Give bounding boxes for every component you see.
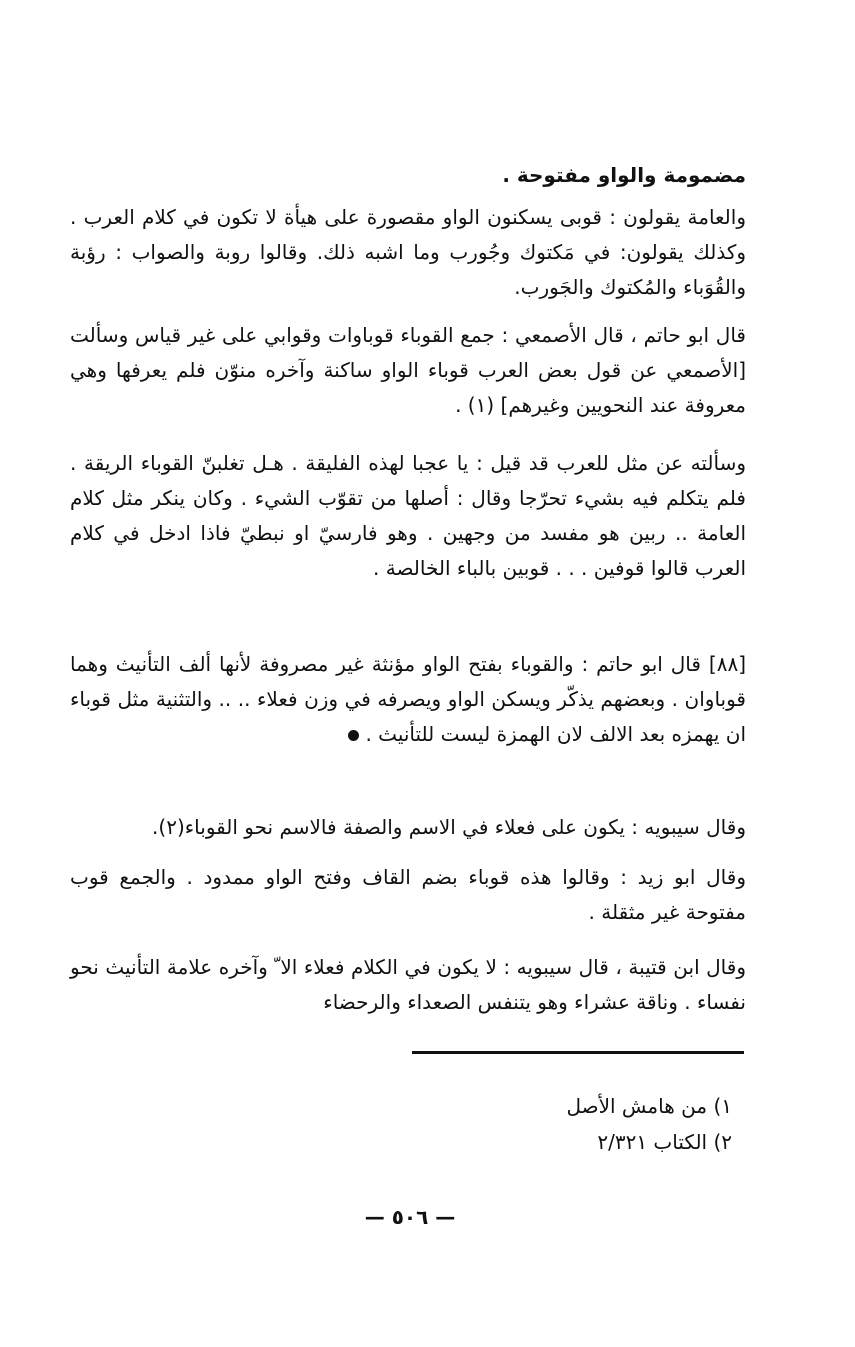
paragraph: وسألته عن مثل للعرب قد قيل : يا عجبا لهذه الفليقة . هـل تغلبنّ القوباء الريقة . فلم يتكلم فيه بشيء تحرّجا وقال : أصلها من تقوّب الشيء . وكان ينكر مثل كلام العامة .. ربين هو مفسد من وجهين . وهو فارسيّ او نبطيّ فاذا ادخل في كلام العرب قالوا قوفين . . . قوبين بالباء الخالصة . xyxy=(70,451,746,580)
paragraph-ibn-qutaiba xyxy=(70,950,746,1020)
paragraph: مضمومة والواو مفتوحة . xyxy=(502,163,746,187)
paragraph-abu-zaid xyxy=(70,860,746,930)
paragraph-abu-hatim-asmai xyxy=(70,318,746,423)
footnote-divider xyxy=(412,1051,744,1054)
paragraph-common-usage xyxy=(70,200,746,305)
footnotes xyxy=(412,1088,732,1160)
paragraph-sibawayh xyxy=(70,810,746,845)
paragraph xyxy=(70,647,746,752)
page-number: — ٥٠٦ — xyxy=(364,1205,456,1229)
footnote-2: ٢) الكتاب ٢/٣٢١ xyxy=(597,1130,732,1154)
paragraph: وقال ابو زيد : وقالوا هذه قوباء بضم القاف وفتح الواو ممدود . والجمع قوب مفتوحة غير مثقلة . xyxy=(70,865,746,924)
paragraph-88 xyxy=(70,647,746,752)
paragraph: وقال ابن قتيبة ، قال سيبويه : لا يكون في الكلام فعلاء الا ّ وآخره علامة التأنيث نحو نفساء . وناقة عشراء وهو يتنفس الصعداء والرحضاء xyxy=(70,955,746,1014)
paragraph-88-text: [٨٨] قال ابو حاتم : والقوباء بفتح الواو مؤنثة غير مصروفة لأنها ألف التأنيث وهما قوباوان . وبعضهم يذكّر ويسكن الواو ويصرفه في وزن فعلاء .. .. والتثنية مثل قوباء ان يهمزه بعد الالف لان الهمزة ليست للتأنيث . xyxy=(70,652,746,746)
paragraph: قال ابو حاتم ، قال الأصمعي : جمع القوباء قوباوات وقوابي على غير قياس وسألت [الأصمعي عن قول بعض العرب قوباء الواو ساكنة وآخره منوّن فلم يعرفها وهي معروفة عند النحويين وغيرهم] (١) . xyxy=(70,323,746,417)
footnote-1: ١) من هامش الأصل xyxy=(566,1094,732,1118)
paragraph: والعامة يقولون : قوبى يسكنون الواو مقصورة على هيأة لا تكون في كلام العرب . وكذلك يقولون: في مَكتوك وجُورب وما اشبه ذلك. وقالوا روبة والصواب : رؤبة والقُوَباء والمُكتوك والجَورب. xyxy=(70,205,746,299)
bullet-icon xyxy=(348,730,359,741)
paragraph: وقال سيبويه : يكون على فعلاء في الاسم والصفة فالاسم نحو القوباء(٢). xyxy=(152,815,746,839)
opening-line xyxy=(70,158,746,193)
paragraph-proverb xyxy=(70,446,746,586)
